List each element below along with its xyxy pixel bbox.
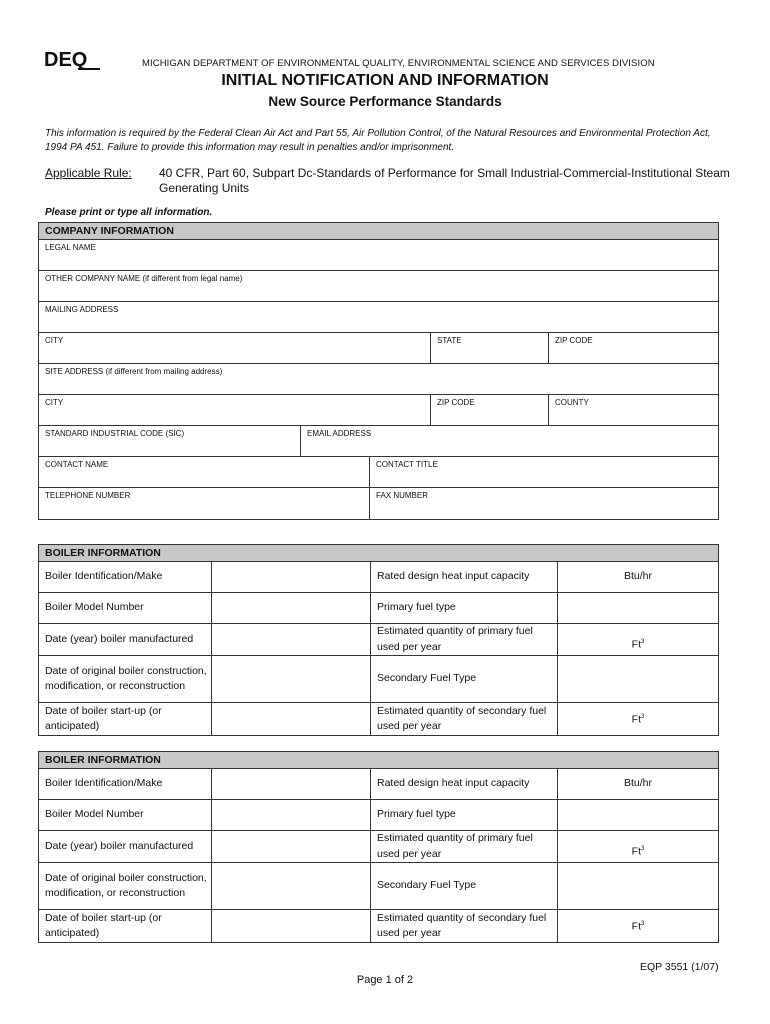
email-field[interactable]: EMAIL ADDRESS — [307, 429, 372, 438]
print-note: Please print or type all information. — [45, 207, 213, 218]
startup-date-label: Date of boiler start-up (or anticipated) — [39, 703, 212, 735]
sic-email-row — [39, 426, 718, 457]
manufactured-date-label: Date (year) boiler manufactured — [39, 831, 212, 862]
site-city-field[interactable]: CITY — [39, 395, 431, 425]
secondary-fuel-label: Secondary Fuel Type — [371, 656, 558, 702]
boiler-id-label: Boiler Identification/Make — [39, 562, 212, 592]
site-address-field[interactable]: SITE ADDRESS (if different from mailing address) — [45, 367, 223, 376]
secondary-quantity-label: Estimated quantity of secondary fuel used per year — [371, 910, 558, 942]
boiler-id-input[interactable] — [212, 562, 371, 592]
ft-unit: Ft$^3$ — [631, 845, 645, 858]
company-section-header: COMPANY INFORMATION — [39, 223, 718, 240]
primary-fuel-label: Primary fuel type — [371, 593, 558, 623]
ft-unit: Ft$^3$ — [631, 920, 645, 933]
heat-input-field[interactable] — [558, 562, 718, 592]
form-number: EQP 3551 (1/07) — [640, 961, 719, 973]
heat-unit: Btu/hr — [623, 777, 652, 790]
form-subtitle: New Source Performance Standards — [268, 94, 502, 109]
ft-unit: Ft$^3$ — [631, 713, 645, 726]
boiler-row — [39, 703, 718, 735]
legal-name-row — [39, 240, 718, 271]
manufactured-date-label: Date (year) boiler manufactured — [39, 624, 212, 655]
site-zip-code-field[interactable]: ZIP CODE — [431, 395, 549, 425]
telephone-field[interactable]: TELEPHONE NUMBER — [39, 488, 370, 519]
primary-fuel-label: Primary fuel type — [371, 800, 558, 830]
startup-date-input[interactable] — [212, 703, 371, 735]
primary-fuel-input[interactable] — [558, 593, 718, 623]
contact-title-field[interactable]: CONTACT TITLE — [376, 460, 438, 469]
mailing-address-field[interactable]: MAILING ADDRESS — [45, 305, 119, 314]
construction-date-input[interactable] — [212, 863, 371, 909]
heat-input-field[interactable] — [558, 769, 718, 799]
legal-name-field[interactable]: LEGAL NAME — [45, 243, 96, 252]
secondary-fuel-input[interactable] — [558, 863, 718, 909]
county-field[interactable]: COUNTY — [555, 398, 589, 407]
form-title: INITIAL NOTIFICATION AND INFORMATION — [221, 72, 549, 89]
site-city-zip-county-row — [39, 395, 718, 426]
boiler-id-input[interactable] — [212, 769, 371, 799]
other-name-row — [39, 271, 718, 302]
heat-input-label: Rated design heat input capacity — [371, 562, 558, 592]
boiler-information-section-2 — [38, 751, 719, 943]
boiler-row — [39, 831, 718, 863]
contact-name-field[interactable]: CONTACT NAME — [39, 457, 370, 487]
primary-quantity-label: Estimated quantity of primary fuel used per year — [371, 831, 558, 862]
boiler-row — [39, 863, 718, 910]
ft-unit: Ft$^3$ — [631, 638, 645, 651]
secondary-quantity-field[interactable] — [558, 910, 718, 942]
boiler-row — [39, 800, 718, 831]
boiler-section-header: BOILER INFORMATION — [39, 545, 718, 562]
startup-date-label: Date of boiler start-up (or anticipated) — [39, 910, 212, 942]
svg-text:DEQ: DEQ — [44, 49, 88, 71]
secondary-fuel-input[interactable] — [558, 656, 718, 702]
secondary-quantity-field[interactable] — [558, 703, 718, 735]
primary-fuel-input[interactable] — [558, 800, 718, 830]
department-name: MICHIGAN DEPARTMENT OF ENVIRONMENTAL QUALITY, ENVIRONMENTAL SCIENCE AND SERVICES DIVISION — [142, 58, 655, 69]
heat-unit: Btu/hr — [623, 570, 652, 583]
other-company-name-field[interactable]: OTHER COMPANY NAME (if different from legal name) — [45, 274, 243, 283]
boiler-id-label: Boiler Identification/Make — [39, 769, 212, 799]
manufactured-date-input[interactable] — [212, 624, 371, 655]
construction-date-label: Date of original boiler construction, modification, or reconstruction — [39, 863, 212, 909]
boiler-information-section-1 — [38, 544, 719, 736]
fax-field[interactable]: FAX NUMBER — [376, 491, 429, 500]
boiler-row — [39, 624, 718, 656]
primary-quantity-field[interactable] — [558, 624, 718, 655]
city-field[interactable]: CITY — [39, 333, 431, 363]
intro-text: This information is required by the Federal Clean Air Act and Part 55, Air Pollution Control, of the Natural Resources and Environmental Protection Act, 1994 PA 451. Failure to provide this information may result in penalties and/or imprisonment. — [45, 128, 711, 153]
company-information-section — [38, 222, 719, 520]
state-field[interactable]: STATE — [431, 333, 549, 363]
deq-logo — [44, 48, 100, 72]
boiler-model-input[interactable] — [212, 593, 371, 623]
contact-row — [39, 457, 718, 488]
site-address-row — [39, 364, 718, 395]
boiler-row — [39, 910, 718, 942]
boiler-row — [39, 656, 718, 703]
heat-input-label: Rated design heat input capacity — [371, 769, 558, 799]
boiler-model-input[interactable] — [212, 800, 371, 830]
primary-quantity-label: Estimated quantity of primary fuel used per year — [371, 624, 558, 655]
boiler-section-header: BOILER INFORMATION — [39, 752, 718, 769]
construction-date-input[interactable] — [212, 656, 371, 702]
manufactured-date-input[interactable] — [212, 831, 371, 862]
primary-quantity-field[interactable] — [558, 831, 718, 862]
boiler-row — [39, 593, 718, 624]
page-number: Page 1 of 2 — [356, 974, 414, 986]
boiler-model-label: Boiler Model Number — [39, 593, 212, 623]
phone-fax-row — [39, 488, 718, 519]
secondary-quantity-label: Estimated quantity of secondary fuel used per year — [371, 703, 558, 735]
sic-field[interactable]: STANDARD INDUSTRIAL CODE (SIC) — [39, 426, 301, 456]
applicable-rule-text: 40 CFR, Part 60, Subpart Dc-Standards of Performance for Small Industrial-Commercial-Institutional Steam Generating Units — [159, 166, 730, 195]
startup-date-input[interactable] — [212, 910, 371, 942]
boiler-row — [39, 769, 718, 800]
mailing-address-row — [39, 302, 718, 333]
city-state-zip-row — [39, 333, 718, 364]
zip-code-field[interactable]: ZIP CODE — [555, 336, 593, 345]
secondary-fuel-label: Secondary Fuel Type — [371, 863, 558, 909]
boiler-model-label: Boiler Model Number — [39, 800, 212, 830]
applicable-rule-label: Applicable Rule: — [45, 166, 132, 180]
construction-date-label: Date of original boiler construction, modification, or reconstruction — [39, 656, 212, 702]
boiler-row — [39, 562, 718, 593]
